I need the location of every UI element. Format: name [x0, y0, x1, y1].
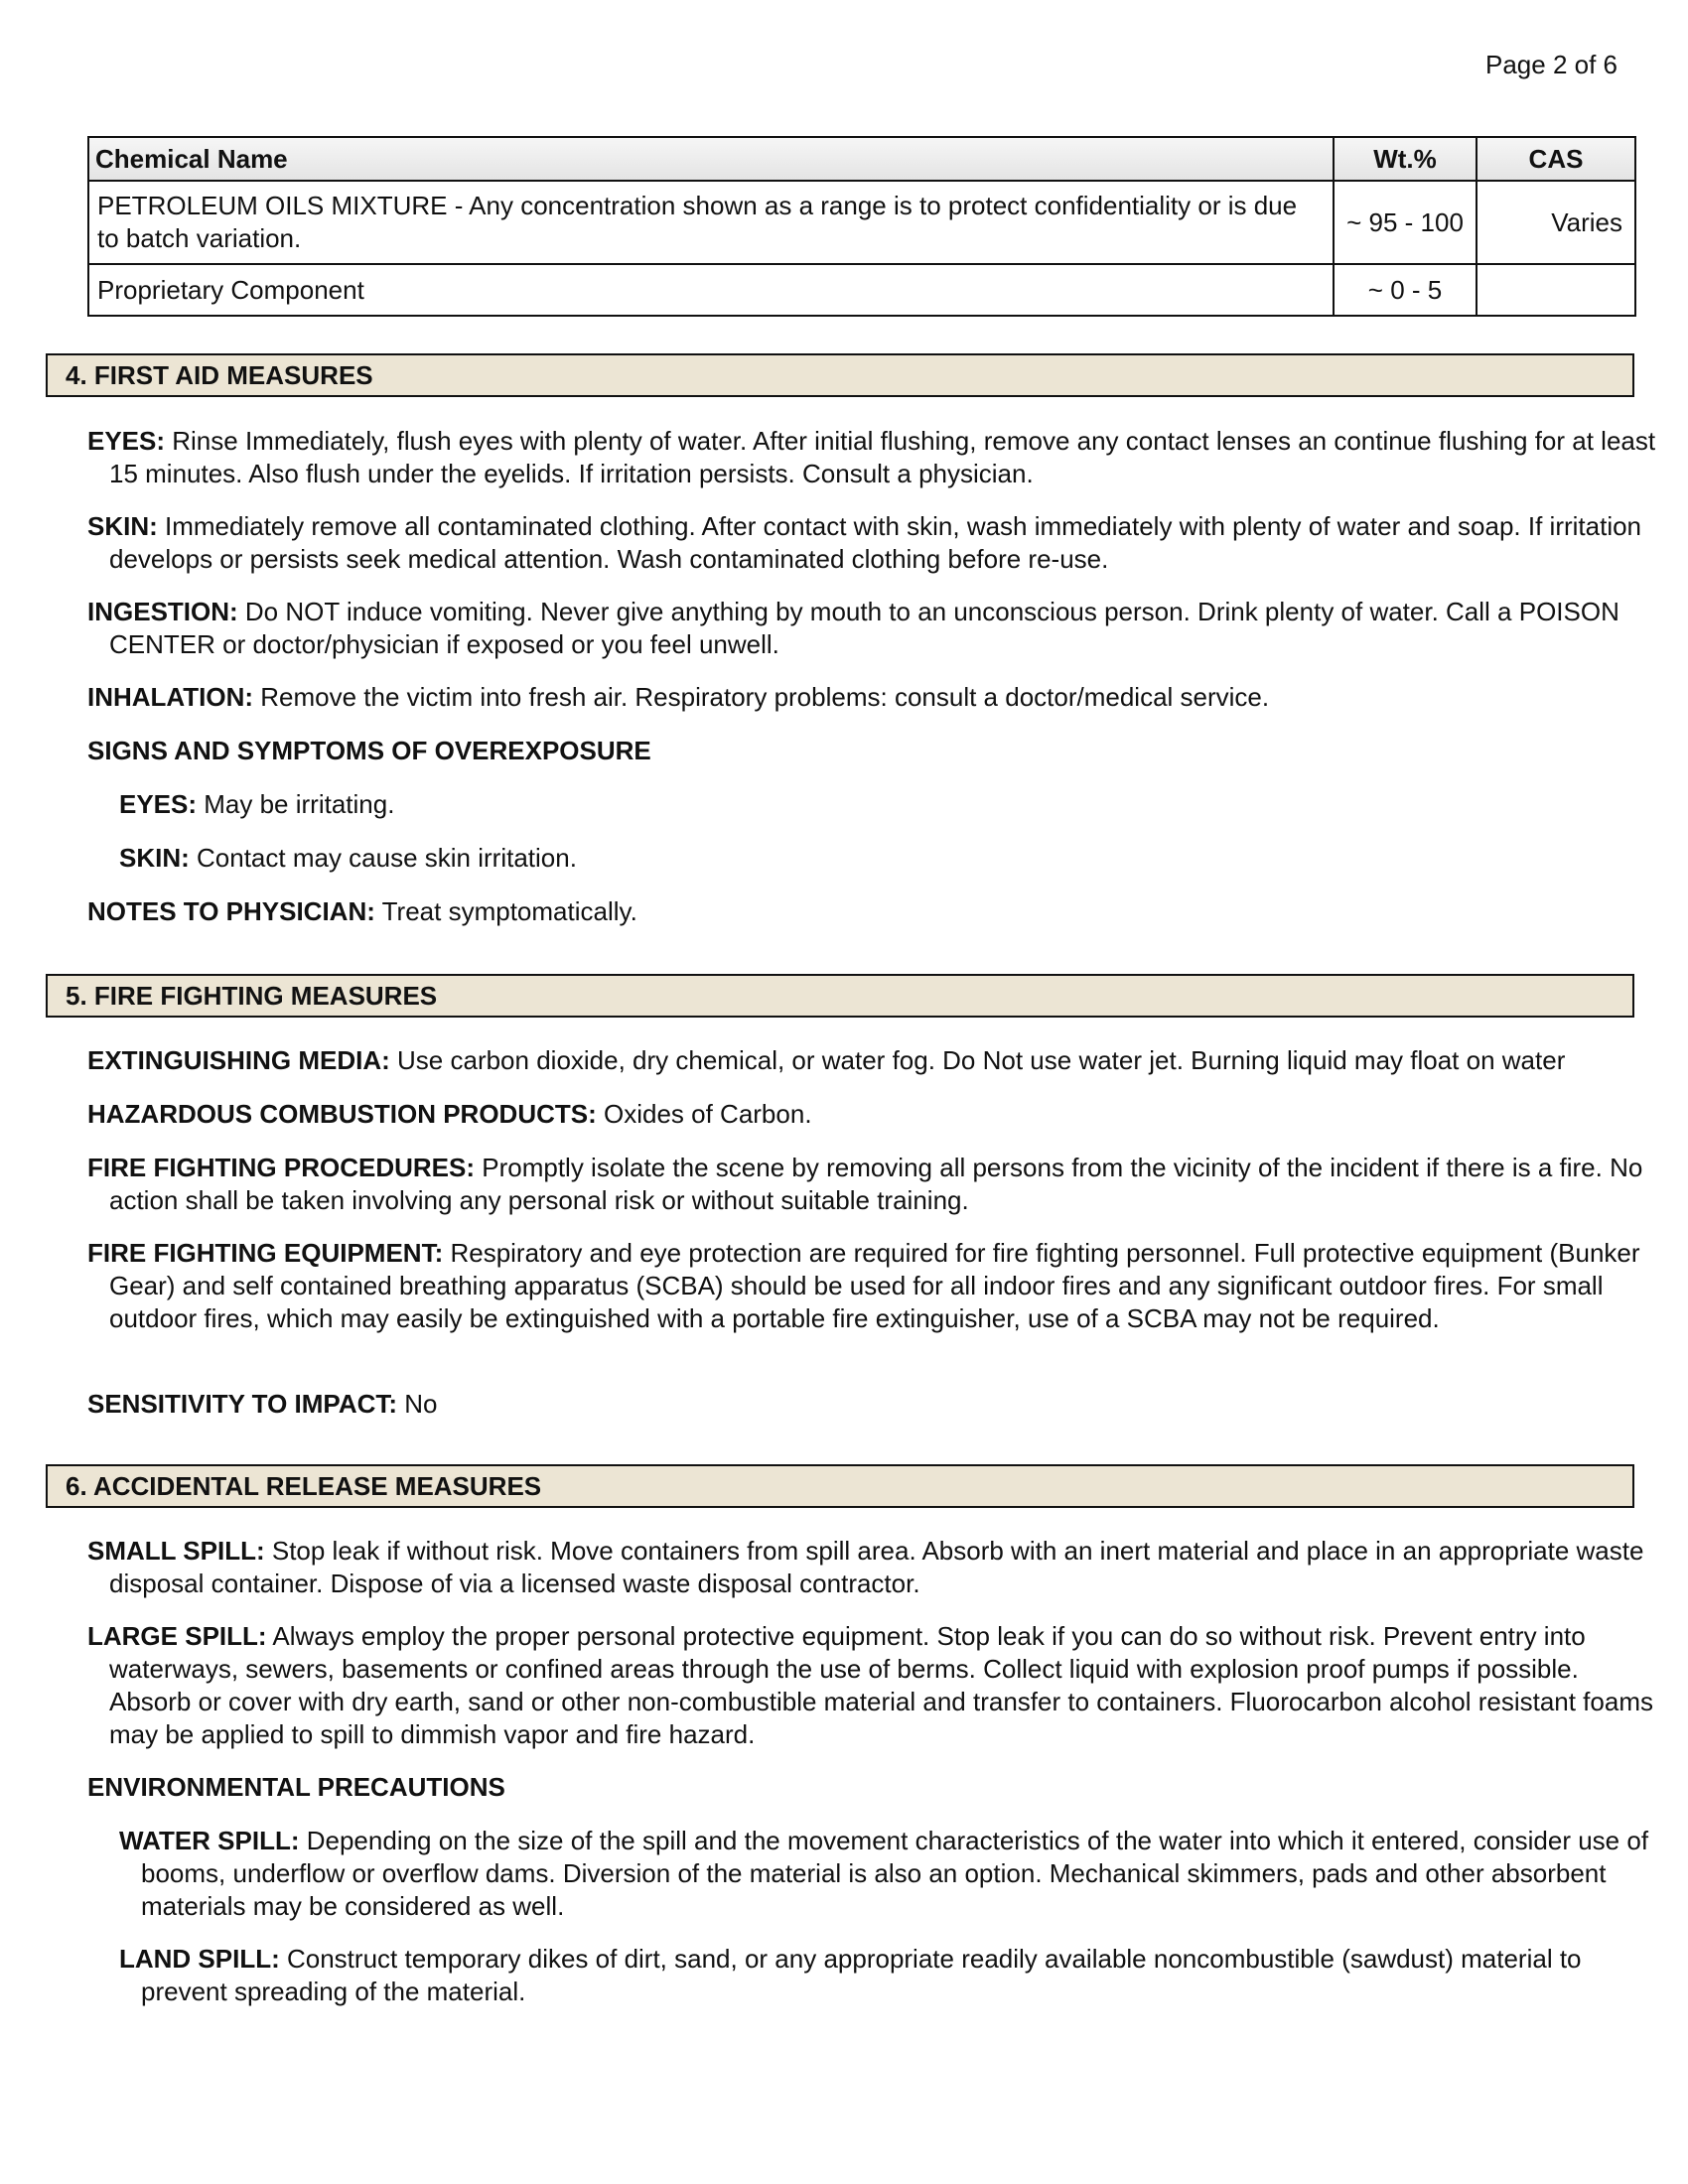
- sensitivity-to-impact: [87, 1388, 1660, 1421]
- text: Contact may cause skin irritation.: [189, 843, 577, 873]
- text: Treat symptomatically.: [374, 896, 637, 926]
- signs-skin: [119, 842, 1660, 875]
- environmental-precautions-heading: [87, 1771, 1660, 1804]
- label: INGESTION:: [87, 597, 238, 626]
- section-5-heading: 5. FIRE FIGHTING MEASURES: [46, 974, 1634, 1018]
- text: Use carbon dioxide, dry chemical, or water fog. Do Not use water jet. Burning liquid may float on water: [389, 1045, 1566, 1075]
- hazardous-combustion-products: [87, 1098, 1660, 1131]
- notes-to-physician: [87, 895, 1660, 928]
- label: SIGNS AND SYMPTOMS OF OVEREXPOSURE: [87, 736, 651, 765]
- first-aid-eyes: [87, 425, 1660, 490]
- cell-wt: ~ 0 - 5: [1334, 264, 1477, 316]
- extinguishing-media: [87, 1044, 1660, 1077]
- cell-chemical-name: PETROLEUM OILS MIXTURE - Any concentration shown as a range is to protect confidentiality or is due to batch variation.: [88, 181, 1334, 264]
- label: SKIN:: [87, 511, 158, 541]
- label: FIRE FIGHTING PROCEDURES:: [87, 1153, 476, 1182]
- first-aid-inhalation: [87, 681, 1660, 714]
- section-4-heading: 4. FIRST AID MEASURES: [46, 353, 1634, 397]
- cell-cas: Varies: [1477, 181, 1635, 264]
- text: Always employ the proper personal protective equipment. Stop leak if you can do so without risk. Prevent entry into waterways, sewers, basements or confined areas through the use of berms. Collect liquid with explosion proof pumps if possible. Absorb or cover with dry earth, sand or other non-combustible material and transfer to containers. Fluorocarbon alcohol resistant foams may be applied to spill to dimmish vapor and fire hazard.: [109, 1621, 1653, 1749]
- water-spill: [119, 1825, 1660, 1923]
- column-header-wt: Wt.%: [1334, 137, 1477, 181]
- text: Rinse Immediately, flush eyes with plenty of water. After initial flushing, remove any contact lenses an continue flushing for at least 15 minutes. Also flush under the eyelids. If irritation persists. Consult a physician.: [109, 426, 1656, 488]
- table-row: [88, 181, 1635, 264]
- label: SENSITIVITY TO IMPACT:: [87, 1389, 398, 1419]
- label: LARGE SPILL:: [87, 1621, 267, 1651]
- text: Oxides of Carbon.: [596, 1099, 812, 1129]
- text: Remove the victim into fresh air. Respiratory problems: consult a doctor/medical service.: [253, 682, 1270, 712]
- cell-cas: [1477, 264, 1635, 316]
- text: Construct temporary dikes of dirt, sand, or any appropriate readily available noncombustible (sawdust) material to prevent spreading of the material.: [141, 1944, 1582, 2006]
- signs-eyes: [119, 788, 1660, 821]
- label: WATER SPILL:: [119, 1826, 300, 1855]
- text: Respiratory and eye protection are required for fire fighting personnel. Full protective equipment (Bunker Gear) and self contained breathing apparatus (SCBA) should be used for all indoor fires and any significant outdoor fires. For small outdoor fires, which may easily be extinguished with a portable fire extinguisher, use of a SCBA may not be required.: [109, 1238, 1640, 1333]
- label: EXTINGUISHING MEDIA:: [87, 1045, 390, 1075]
- large-spill: [87, 1620, 1660, 1751]
- text: Do NOT induce vomiting. Never give anything by mouth to an unconscious person. Drink plenty of water. Call a POISON CENTER or doctor/physician if exposed or you feel unwell.: [109, 597, 1619, 659]
- fire-fighting-procedures: [87, 1152, 1660, 1217]
- cell-chemical-name: Proprietary Component: [88, 264, 1334, 316]
- first-aid-ingestion: [87, 596, 1660, 661]
- section-6-heading: 6. ACCIDENTAL RELEASE MEASURES: [46, 1464, 1634, 1508]
- text: No: [397, 1389, 438, 1419]
- land-spill: [119, 1943, 1660, 2008]
- composition-table: [87, 136, 1636, 317]
- label: INHALATION:: [87, 682, 254, 712]
- fire-fighting-equipment: [87, 1237, 1660, 1335]
- label: NOTES TO PHYSICIAN:: [87, 896, 375, 926]
- label: LAND SPILL:: [119, 1944, 280, 1974]
- text: Depending on the size of the spill and the movement characteristics of the water into which it entered, consider use of booms, underflow or overflow dams. Diversion of the material is also an option. Mechanical skimmers, pads and other absorbent materials may be considered as well.: [141, 1826, 1649, 1921]
- text: Promptly isolate the scene by removing all persons from the vicinity of the incident if there is a fire. No action shall be taken involving any personal risk or without suitable training.: [109, 1153, 1643, 1215]
- text: Stop leak if without risk. Move containers from spill area. Absorb with an inert material and place in an appropriate waste disposal container. Dispose of via a licensed waste disposal contractor.: [109, 1536, 1644, 1598]
- column-header-cas: CAS: [1477, 137, 1635, 181]
- first-aid-skin: [87, 510, 1660, 576]
- text: May be irritating.: [197, 789, 395, 819]
- page-number: Page 2 of 6: [1485, 50, 1618, 79]
- small-spill: [87, 1535, 1660, 1600]
- label: ENVIRONMENTAL PRECAUTIONS: [87, 1772, 505, 1802]
- cell-wt: ~ 95 - 100: [1334, 181, 1477, 264]
- signs-symptoms-heading: [87, 735, 1660, 767]
- column-header-chemical-name: Chemical Name: [88, 137, 1334, 181]
- text: Immediately remove all contaminated clothing. After contact with skin, wash immediately with plenty of water and soap. If irritation develops or persists seek medical attention. Wash contaminated clothing before re-use.: [109, 511, 1642, 574]
- label: SMALL SPILL:: [87, 1536, 265, 1566]
- label: HAZARDOUS COMBUSTION PRODUCTS:: [87, 1099, 597, 1129]
- label: EYES:: [119, 789, 198, 819]
- table-row: [88, 264, 1635, 316]
- table-header-row: [88, 137, 1635, 181]
- label: SKIN:: [119, 843, 190, 873]
- label: EYES:: [87, 426, 166, 456]
- label: FIRE FIGHTING EQUIPMENT:: [87, 1238, 444, 1268]
